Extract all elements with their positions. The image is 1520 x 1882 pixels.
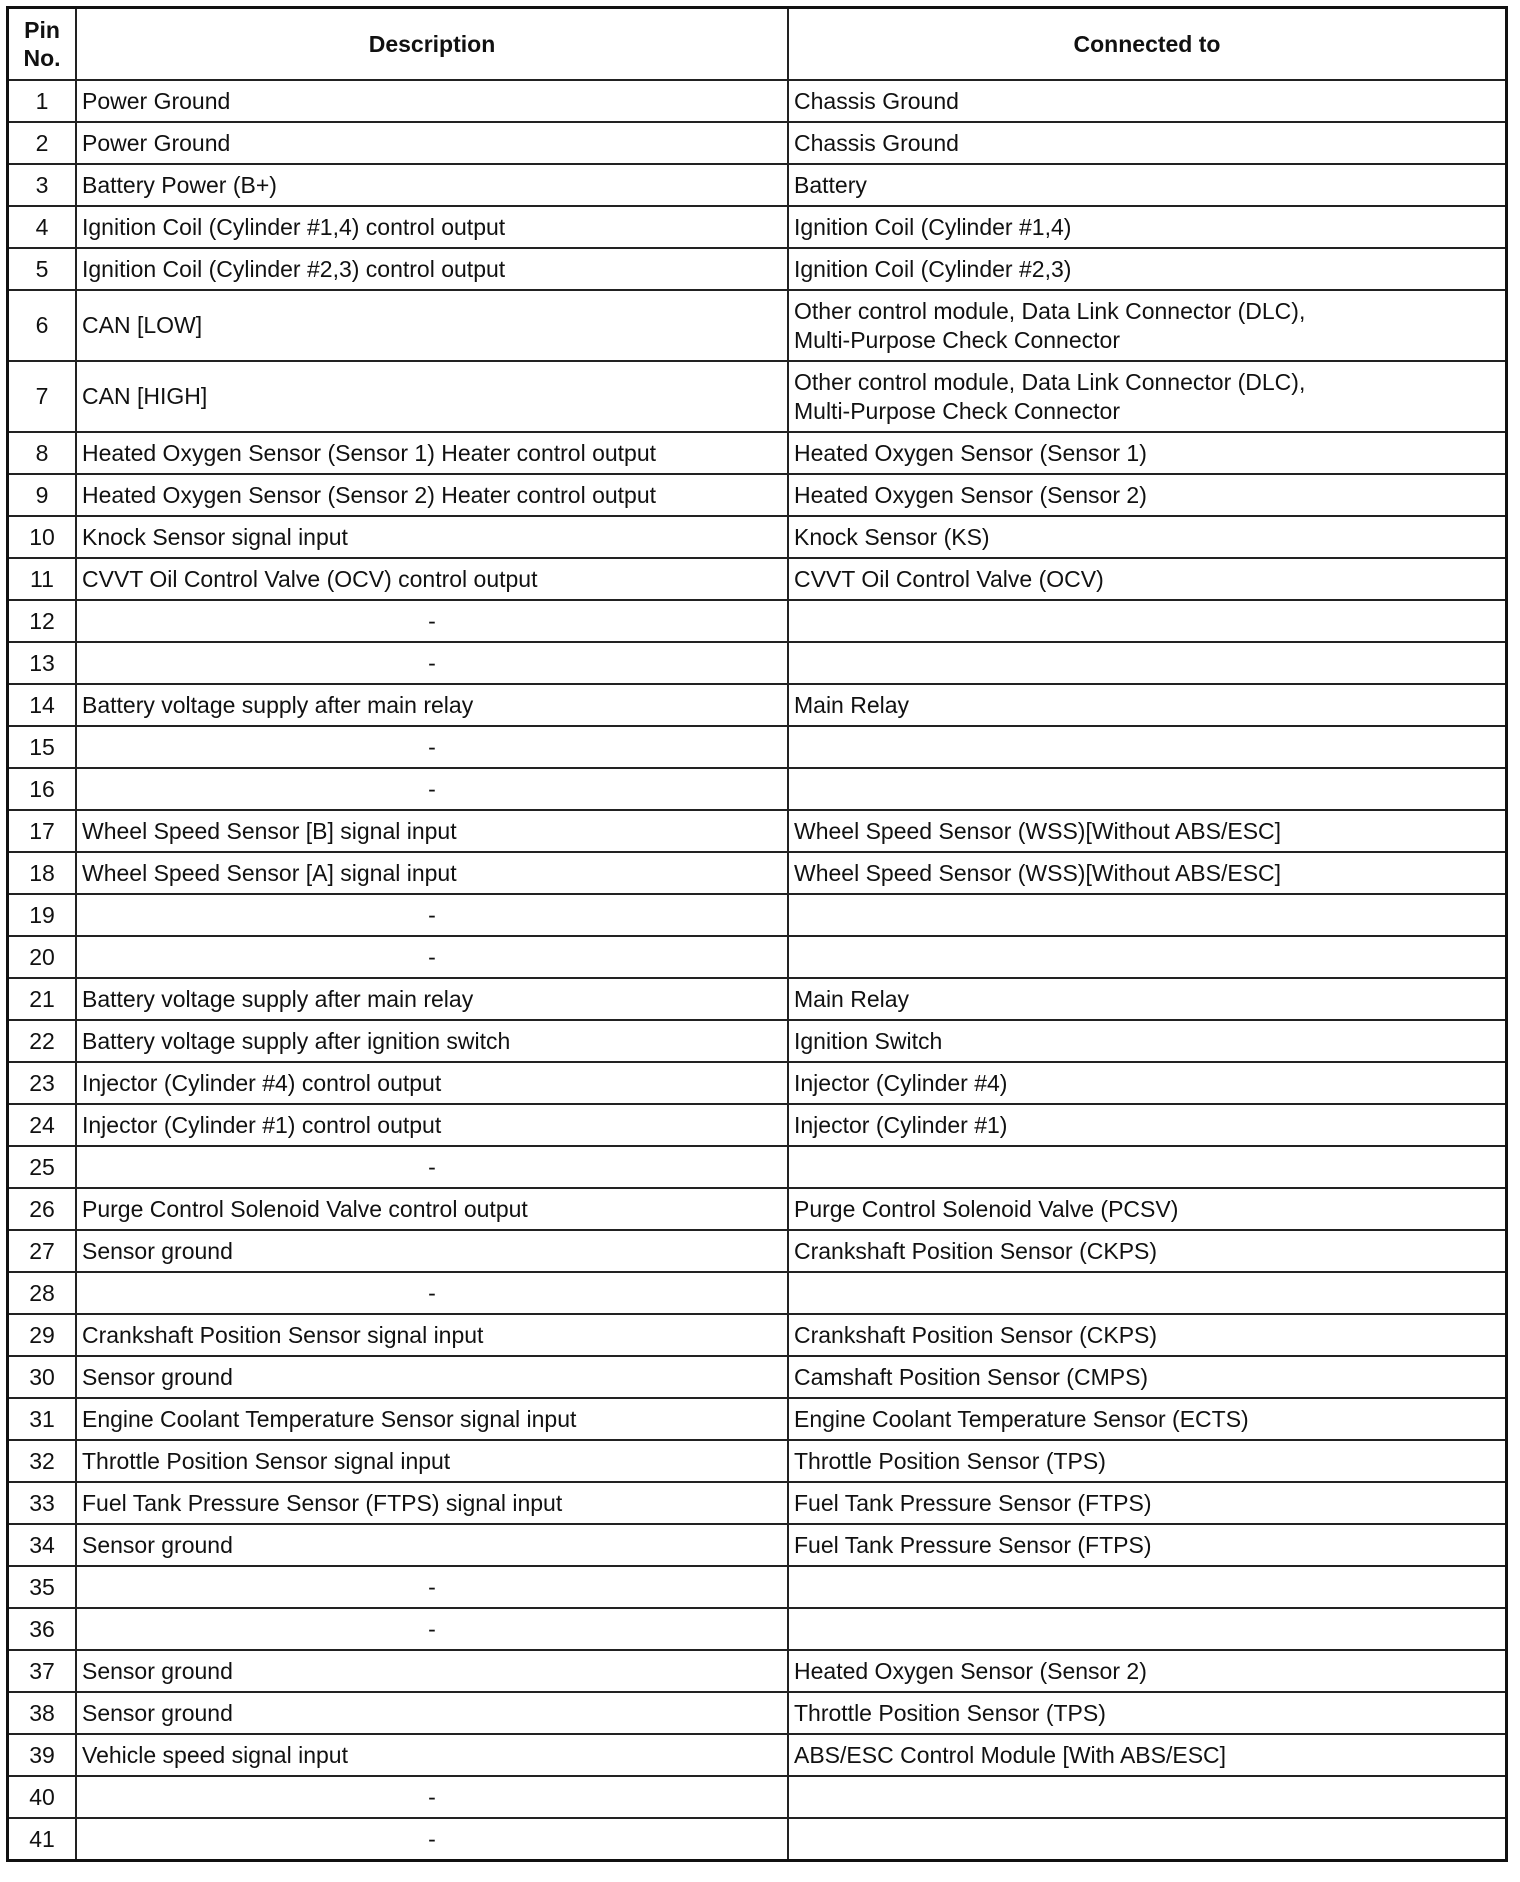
table-row (8, 1356, 1507, 1398)
table-row (8, 1188, 1507, 1230)
description-cell: Injector (Cylinder #1) control output (76, 1104, 788, 1146)
description-cell: Crankshaft Position Sensor signal input (76, 1314, 788, 1356)
table-row (8, 1314, 1507, 1356)
connected-cell: Fuel Tank Pressure Sensor (FTPS) (788, 1482, 1507, 1524)
pin-cell: 14 (8, 684, 77, 726)
description-cell: Wheel Speed Sensor [A] signal input (76, 852, 788, 894)
description-cell: - (76, 1608, 788, 1650)
pin-cell: 13 (8, 642, 77, 684)
connected-cell: Main Relay (788, 684, 1507, 726)
description-cell: Battery voltage supply after main relay (76, 978, 788, 1020)
connected-cell: Crankshaft Position Sensor (CKPS) (788, 1230, 1507, 1272)
pin-cell: 35 (8, 1566, 77, 1608)
table-row (8, 894, 1507, 936)
pin-cell: 9 (8, 474, 77, 516)
connected-cell: Ignition Switch (788, 1020, 1507, 1062)
pin-cell: 11 (8, 558, 77, 600)
description-cell: Heated Oxygen Sensor (Sensor 1) Heater control output (76, 432, 788, 474)
connected-cell (788, 1818, 1507, 1861)
pin-cell: 34 (8, 1524, 77, 1566)
table-row (8, 1650, 1507, 1692)
header-pin: Pin No. (8, 8, 77, 81)
pin-cell: 38 (8, 1692, 77, 1734)
header-row (8, 8, 1507, 81)
connected-cell: Heated Oxygen Sensor (Sensor 2) (788, 474, 1507, 516)
connected-cell (788, 1608, 1507, 1650)
description-cell: Throttle Position Sensor signal input (76, 1440, 788, 1482)
description-cell: Battery voltage supply after main relay (76, 684, 788, 726)
description-cell: - (76, 768, 788, 810)
pin-cell: 37 (8, 1650, 77, 1692)
table-row (8, 600, 1507, 642)
connected-cell: Throttle Position Sensor (TPS) (788, 1440, 1507, 1482)
connected-cell: Other control module, Data Link Connector (DLC), Multi-Purpose Check Connector (788, 290, 1507, 361)
table-row (8, 361, 1507, 432)
pin-cell: 27 (8, 1230, 77, 1272)
connected-cell: Throttle Position Sensor (TPS) (788, 1692, 1507, 1734)
table-row (8, 978, 1507, 1020)
description-cell: - (76, 1566, 788, 1608)
table-row (8, 936, 1507, 978)
connected-cell: Wheel Speed Sensor (WSS)[Without ABS/ESC] (788, 810, 1507, 852)
table-row (8, 558, 1507, 600)
description-cell: Sensor ground (76, 1692, 788, 1734)
table-row (8, 206, 1507, 248)
pin-cell: 3 (8, 164, 77, 206)
description-cell: Wheel Speed Sensor [B] signal input (76, 810, 788, 852)
description-cell: Sensor ground (76, 1650, 788, 1692)
pin-table (6, 6, 1508, 1862)
connected-cell (788, 936, 1507, 978)
description-cell: Sensor ground (76, 1524, 788, 1566)
description-cell: Power Ground (76, 80, 788, 122)
connected-cell: Chassis Ground (788, 80, 1507, 122)
description-cell: - (76, 1146, 788, 1188)
table-row (8, 1566, 1507, 1608)
table-row (8, 248, 1507, 290)
connected-cell (788, 894, 1507, 936)
connected-cell: Injector (Cylinder #4) (788, 1062, 1507, 1104)
connected-cell: Ignition Coil (Cylinder #2,3) (788, 248, 1507, 290)
table-row (8, 1692, 1507, 1734)
connected-cell: Other control module, Data Link Connector (DLC), Multi-Purpose Check Connector (788, 361, 1507, 432)
table-row (8, 1440, 1507, 1482)
table-row (8, 516, 1507, 558)
connected-cell: Wheel Speed Sensor (WSS)[Without ABS/ESC] (788, 852, 1507, 894)
pin-cell: 26 (8, 1188, 77, 1230)
pin-cell: 19 (8, 894, 77, 936)
pin-cell: 17 (8, 810, 77, 852)
pin-cell: 4 (8, 206, 77, 248)
table-row (8, 1482, 1507, 1524)
description-cell: Purge Control Solenoid Valve control output (76, 1188, 788, 1230)
table-row (8, 122, 1507, 164)
connected-cell (788, 1776, 1507, 1818)
description-cell: Ignition Coil (Cylinder #1,4) control output (76, 206, 788, 248)
connected-cell: Knock Sensor (KS) (788, 516, 1507, 558)
description-cell: Ignition Coil (Cylinder #2,3) control output (76, 248, 788, 290)
table-row (8, 1020, 1507, 1062)
pin-cell: 36 (8, 1608, 77, 1650)
pin-cell: 18 (8, 852, 77, 894)
table-row (8, 684, 1507, 726)
connected-cell: Battery (788, 164, 1507, 206)
description-cell: Battery voltage supply after ignition switch (76, 1020, 788, 1062)
pin-cell: 1 (8, 80, 77, 122)
table-row (8, 726, 1507, 768)
pin-cell: 22 (8, 1020, 77, 1062)
connected-cell: Fuel Tank Pressure Sensor (FTPS) (788, 1524, 1507, 1566)
table-row (8, 164, 1507, 206)
pin-cell: 6 (8, 290, 77, 361)
table-row (8, 80, 1507, 122)
table-row (8, 1272, 1507, 1314)
pin-cell: 24 (8, 1104, 77, 1146)
pin-cell: 28 (8, 1272, 77, 1314)
table-row (8, 768, 1507, 810)
pin-cell: 29 (8, 1314, 77, 1356)
description-cell: Power Ground (76, 122, 788, 164)
pin-cell: 16 (8, 768, 77, 810)
description-cell: - (76, 642, 788, 684)
pin-cell: 8 (8, 432, 77, 474)
description-cell: Heated Oxygen Sensor (Sensor 2) Heater control output (76, 474, 788, 516)
pin-cell: 7 (8, 361, 77, 432)
description-cell: Fuel Tank Pressure Sensor (FTPS) signal input (76, 1482, 788, 1524)
pin-cell: 33 (8, 1482, 77, 1524)
description-cell: CVVT Oil Control Valve (OCV) control output (76, 558, 788, 600)
header-connected: Connected to (788, 8, 1507, 81)
connected-cell: CVVT Oil Control Valve (OCV) (788, 558, 1507, 600)
pin-cell: 25 (8, 1146, 77, 1188)
description-cell: Vehicle speed signal input (76, 1734, 788, 1776)
connected-cell: Chassis Ground (788, 122, 1507, 164)
table-row (8, 1608, 1507, 1650)
connected-cell: Heated Oxygen Sensor (Sensor 1) (788, 432, 1507, 474)
table-row (8, 1062, 1507, 1104)
pin-cell: 23 (8, 1062, 77, 1104)
table-row (8, 1146, 1507, 1188)
description-cell: - (76, 600, 788, 642)
description-cell: - (76, 894, 788, 936)
pin-cell: 10 (8, 516, 77, 558)
description-cell: Sensor ground (76, 1356, 788, 1398)
pin-cell: 2 (8, 122, 77, 164)
table-row (8, 1818, 1507, 1861)
pin-cell: 21 (8, 978, 77, 1020)
pin-cell: 5 (8, 248, 77, 290)
pin-cell: 30 (8, 1356, 77, 1398)
table-row (8, 1524, 1507, 1566)
connected-cell (788, 642, 1507, 684)
connected-cell (788, 1272, 1507, 1314)
table-row (8, 474, 1507, 516)
connected-cell (788, 768, 1507, 810)
table-row (8, 1776, 1507, 1818)
pin-cell: 20 (8, 936, 77, 978)
table-row (8, 810, 1507, 852)
connected-cell: ABS/ESC Control Module [With ABS/ESC] (788, 1734, 1507, 1776)
table-row (8, 1398, 1507, 1440)
description-cell: - (76, 1272, 788, 1314)
table-row (8, 852, 1507, 894)
table-row (8, 290, 1507, 361)
description-cell: - (76, 1776, 788, 1818)
connected-cell: Heated Oxygen Sensor (Sensor 2) (788, 1650, 1507, 1692)
pin-cell: 39 (8, 1734, 77, 1776)
table-row (8, 432, 1507, 474)
connected-cell (788, 1146, 1507, 1188)
description-cell: - (76, 1818, 788, 1861)
description-cell: Sensor ground (76, 1230, 788, 1272)
pin-cell: 41 (8, 1818, 77, 1861)
connected-cell (788, 600, 1507, 642)
description-cell: Battery Power (B+) (76, 164, 788, 206)
pin-cell: 15 (8, 726, 77, 768)
table-row (8, 1734, 1507, 1776)
connected-cell: Engine Coolant Temperature Sensor (ECTS) (788, 1398, 1507, 1440)
header-description: Description (76, 8, 788, 81)
description-cell: Injector (Cylinder #4) control output (76, 1062, 788, 1104)
connected-cell: Main Relay (788, 978, 1507, 1020)
connected-cell: Injector (Cylinder #1) (788, 1104, 1507, 1146)
description-cell: CAN [HIGH] (76, 361, 788, 432)
description-cell: - (76, 726, 788, 768)
connected-cell: Ignition Coil (Cylinder #1,4) (788, 206, 1507, 248)
table-row (8, 1104, 1507, 1146)
pin-cell: 40 (8, 1776, 77, 1818)
pin-cell: 32 (8, 1440, 77, 1482)
description-cell: Knock Sensor signal input (76, 516, 788, 558)
connected-cell: Crankshaft Position Sensor (CKPS) (788, 1314, 1507, 1356)
connected-cell (788, 1566, 1507, 1608)
connected-cell: Camshaft Position Sensor (CMPS) (788, 1356, 1507, 1398)
pin-cell: 12 (8, 600, 77, 642)
connected-cell: Purge Control Solenoid Valve (PCSV) (788, 1188, 1507, 1230)
description-cell: Engine Coolant Temperature Sensor signal input (76, 1398, 788, 1440)
table-row (8, 642, 1507, 684)
table-row (8, 1230, 1507, 1272)
connected-cell (788, 726, 1507, 768)
pin-cell: 31 (8, 1398, 77, 1440)
description-cell: CAN [LOW] (76, 290, 788, 361)
description-cell: - (76, 936, 788, 978)
